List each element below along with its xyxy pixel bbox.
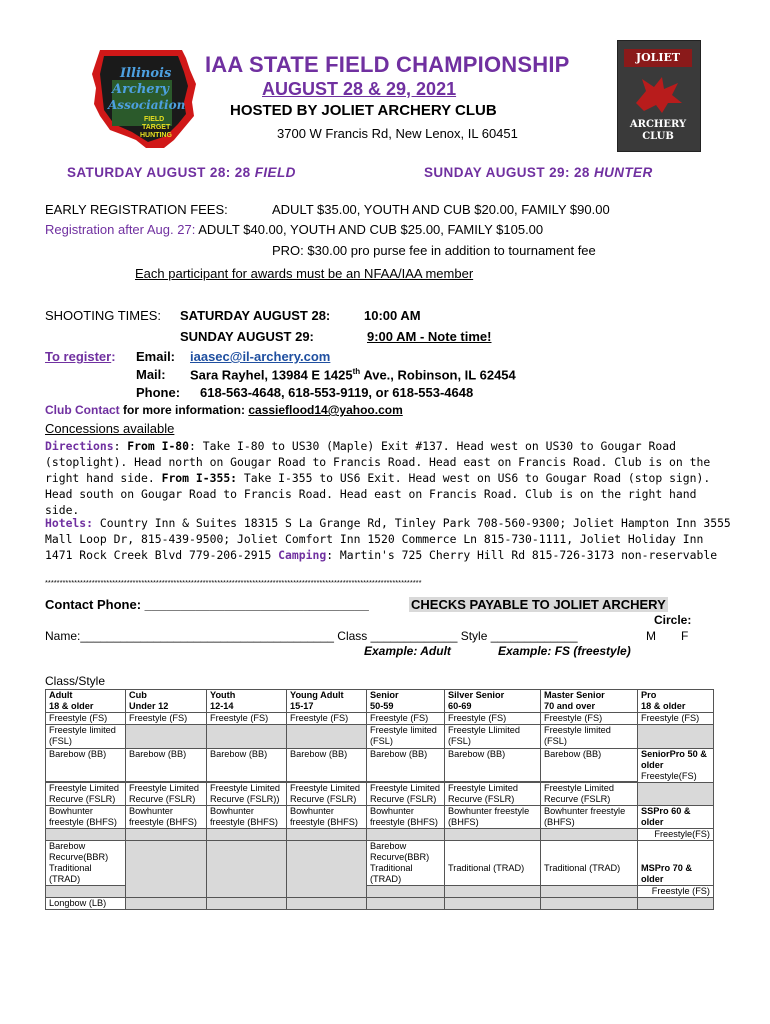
table-cell	[287, 898, 367, 910]
table-cell	[207, 829, 287, 841]
header-pro: Pro 18 & older	[638, 690, 714, 713]
logo-target-text: TARGET	[142, 124, 171, 131]
table-cell	[445, 886, 541, 898]
saturday-prefix: SATURDAY AUGUST 28: 28	[67, 165, 255, 180]
table-cell	[638, 898, 714, 910]
register-mail-label: Mail:	[136, 367, 166, 382]
table-row	[46, 806, 714, 829]
gender-f-option[interactable]: F	[681, 629, 689, 643]
logo-association-text: Association	[108, 98, 186, 112]
table-cell: Traditional (TRAD)	[541, 841, 638, 886]
table-row	[46, 829, 714, 841]
header-senior: Senior 50-59	[367, 690, 445, 713]
table-cell: Freestyle limited (FSL)	[541, 725, 638, 749]
table-cell: Bowhunter freestyle (BHFS)	[541, 806, 638, 829]
table-row	[46, 713, 714, 725]
event-address: 3700 W Francis Rd, New Lenox, IL 60451	[277, 126, 518, 141]
late-fees-value: ADULT $40.00, YOUTH AND CUB $25.00, FAMILY $105.00	[198, 222, 544, 237]
table-cell: Barebow (BB)	[445, 749, 541, 782]
hotels-label: Hotels:	[45, 516, 94, 530]
event-dates: AUGUST 28 & 29, 2021	[262, 79, 457, 99]
club-contact-email[interactable]: cassieflood14@yahoo.com	[248, 403, 403, 417]
table-cell: Barebow (BB)	[126, 749, 207, 782]
table-cell: Barebow (BB)	[46, 749, 126, 782]
header-youth: Youth 12-14	[207, 690, 287, 713]
mail-address-part1: Sara Rayhel, 13984 E 1425	[190, 367, 353, 383]
camping-text: : Martin's 725 Cherry Hill Rd 815-726-3173 non-reservable	[326, 548, 718, 562]
table-cell: Freestyle (FS)	[445, 713, 541, 725]
table-cell: Freestyle limited (FSL)	[367, 725, 445, 749]
joliet-archery-club-logo	[617, 40, 701, 152]
iaa-logo	[86, 44, 202, 152]
concessions-note: Concessions available	[45, 421, 175, 436]
table-cell: Bowhunter freestyle (BHFS)	[445, 806, 541, 829]
saturday-round: FIELD	[254, 165, 296, 180]
table-cell: Freestyle (FS)	[207, 713, 287, 725]
table-cell	[541, 886, 638, 898]
contact-phone-field[interactable]: Contact Phone: _______________________________	[45, 597, 369, 612]
club-contact-label: Club Contact	[45, 403, 120, 417]
header-silver-senior: Silver Senior 60-69	[445, 690, 541, 713]
table-row	[46, 783, 714, 806]
table-cell	[287, 829, 367, 841]
class-style-table	[45, 689, 714, 910]
table-cell	[638, 783, 714, 806]
table-cell	[46, 829, 126, 841]
table-cell: Freestyle (FS)	[287, 713, 367, 725]
table-cell	[367, 898, 445, 910]
logo-archery-text: Archery	[112, 82, 169, 97]
header-cub: Cub Under 12	[126, 690, 207, 713]
camping-label: Camping	[278, 548, 327, 562]
early-fees-label: EARLY REGISTRATION FEES:	[45, 202, 228, 217]
table-cell: Freestyle(FS)	[638, 829, 714, 841]
table-cell	[126, 898, 207, 910]
example-style: Example: FS (freestyle)	[498, 644, 631, 658]
logo-hunting-text: HUNTING	[140, 132, 172, 139]
register-mail-address	[190, 367, 516, 382]
table-cell: Freestyle Limited Recurve (FSLR)	[126, 783, 207, 806]
late-fees-label: Registration after Aug. 27:	[45, 222, 196, 237]
table-cell: Freestyle Limited Recurve (FSLR)	[287, 783, 367, 806]
logo-joliet-text: JOLIET	[624, 49, 692, 67]
directions-from-i355: From I-355:	[161, 471, 238, 485]
table-cell	[638, 725, 714, 749]
directions-from-i80: From I-80	[127, 439, 190, 453]
table-cell: Bowhunter freestyle (BHFS)	[367, 806, 445, 829]
table-header-row	[46, 690, 714, 713]
shooting-sat-label: SATURDAY AUGUST 28:	[180, 308, 331, 323]
table-cell: Freestyle (FS)	[126, 713, 207, 725]
table-row	[46, 725, 714, 749]
late-fees	[45, 222, 543, 237]
table-cell: Freestyle limited (FSL)	[46, 725, 126, 749]
table-cell	[541, 829, 638, 841]
asterisk-divider: *********************************************************************************************************************************	[45, 578, 422, 587]
table-cell	[445, 829, 541, 841]
dragon-icon	[632, 73, 686, 117]
directions-paragraph: Directions: From I-80: Take I-80 to US30 (Maple) Exit #137. Head west on US30 to Gougar Road (stoplight). Head north on Gougar Road to Francis Road. Head east on Francis Road. Club is on the right hand side. From I-355: Take I-355 to US6 Exit. Head west on US6 to Gougar Road (stop sign). Head south on Gougar Road to Francis Road. Head east on Francis Road. Club is on the right hand side.	[45, 439, 711, 517]
register-phone-label: Phone:	[136, 385, 181, 400]
logo-field-text: FIELD	[144, 116, 165, 123]
shooting-times-label: SHOOTING TIMES:	[45, 308, 162, 323]
table-cell: Freestyle (FS)	[541, 713, 638, 725]
table-cell: Freestyle Limited Recurve (FSLR))	[207, 783, 287, 806]
header-master-senior: Master Senior 70 and over	[541, 690, 638, 713]
table-cell	[445, 898, 541, 910]
sunday-schedule	[424, 165, 653, 180]
table-cell	[126, 841, 207, 898]
table-cell: Freestyle (FS)	[46, 713, 126, 725]
sunday-round: HUNTER	[593, 165, 653, 180]
table-cell	[207, 841, 287, 898]
club-contact	[45, 403, 403, 417]
table-cell: Longbow (LB)	[46, 898, 126, 910]
example-class: Example: Adult	[364, 644, 451, 658]
table-cell: Bowhunter freestyle (BHFS)	[46, 806, 126, 829]
table-row	[46, 841, 714, 886]
table-cell: SeniorPro 50 & older Freestyle(FS)	[638, 749, 714, 783]
register-phones: 618-563-4648, 618-553-9119, or 618-553-4648	[200, 385, 474, 400]
directions-label: Directions	[45, 439, 114, 453]
club-contact-text: for more information:	[119, 403, 249, 417]
mail-address-part2: Ave., Robinson, IL 62454	[360, 367, 516, 383]
table-cell: Traditional (TRAD)	[445, 841, 541, 886]
table-cell: Freestyle Limited Recurve (FSLR)	[46, 783, 126, 806]
gender-m-option[interactable]: M	[646, 629, 656, 643]
table-cell	[541, 898, 638, 910]
to-register-text: To register	[45, 349, 112, 364]
table-cell: Barebow (BB)	[367, 749, 445, 782]
table-cell: Barebow Recurve(BBR) Traditional (TRAD)	[367, 841, 445, 886]
table-cell: Barebow (BB)	[207, 749, 287, 782]
header-adult: Adult 18 & older	[46, 690, 126, 713]
table-cell: SSPro 60 & older	[638, 806, 714, 829]
table-cell: Barebow (BB)	[287, 749, 367, 782]
directions-i355-text: Take I-355 to US6 Exit. Head west on US6 to Gougar Road (stop sign). Head south on Gougar Road to Francis Road. Head east on Francis Road. Club is on the right hand side.	[45, 471, 711, 517]
membership-note: Each participant for awards must be an NFAA/IAA member	[135, 266, 474, 281]
table-row	[46, 749, 714, 782]
table-cell	[126, 725, 207, 749]
register-email-link[interactable]: iaasec@il-archery.com	[190, 349, 331, 364]
table-cell: Bowhunter freestyle (BHFS)	[207, 806, 287, 829]
table-cell	[207, 898, 287, 910]
table-cell	[46, 886, 126, 898]
table-row	[46, 898, 714, 910]
shooting-sun-time: 9:00 AM - Note time!	[367, 329, 492, 344]
class-style-label: Class/Style	[45, 674, 106, 688]
logo-archery-word: ARCHERY	[629, 119, 687, 130]
hotels-paragraph	[45, 515, 735, 563]
table-cell: Freestyle Limited Recurve (FSLR)	[367, 783, 445, 806]
register-email-label: Email:	[136, 349, 176, 364]
table-cell: Barebow (BB)	[541, 749, 638, 782]
name-class-style-line[interactable]: Name:______________________________________ Class _____________ Style _____________	[45, 629, 578, 643]
table-cell: Freestyle (FS)	[367, 713, 445, 725]
hotels-text: Country Inn & Suites 18315 S La Grange Rd, Tinley Park 708-560-9300; Joliet Hampton Inn 3555 Mall Loop Dr, 815-439-9500; Joliet Comfort Inn 1520 Commerce Ln 815-730-1111, Joliet Holiday Inn 1471 Rock Creek Blvd 779-206-2915	[45, 516, 731, 562]
sunday-prefix: SUNDAY AUGUST 29: 28	[424, 165, 594, 180]
early-fees-value: ADULT $35.00, YOUTH AND CUB $20.00, FAMILY $90.00	[272, 202, 610, 217]
table-cell	[287, 725, 367, 749]
mail-address-sup: th	[352, 367, 361, 376]
table-cell: Freestyle (FS)	[638, 886, 714, 898]
table-cell: Freestyle (FS)	[638, 713, 714, 725]
logo-illinois-text: Illinois	[120, 66, 172, 81]
checks-payable-note: CHECKS PAYABLE TO JOLIET ARCHERY	[411, 597, 666, 612]
table-cell	[367, 886, 445, 898]
table-cell: Freestyle Limited Recurve (FSLR)	[445, 783, 541, 806]
table-cell: Freestyle Limited Recurve (FSLR)	[541, 783, 638, 806]
header-young-adult: Young Adult 15-17	[287, 690, 367, 713]
saturday-schedule	[67, 165, 296, 180]
table-cell: Bowhunter freestyle (BHFS)	[126, 806, 207, 829]
logo-club-word: CLUB	[642, 131, 674, 142]
table-cell: MSPro 70 & older	[638, 841, 714, 886]
event-title: IAA STATE FIELD CHAMPIONSHIP	[205, 52, 570, 77]
table-cell: Barebow Recurve(BBR) Traditional (TRAD)	[46, 841, 126, 886]
table-cell: Bowhunter freestyle (BHFS)	[287, 806, 367, 829]
table-cell	[367, 829, 445, 841]
table-cell	[207, 725, 287, 749]
register-label: To register:	[45, 349, 116, 364]
table-cell	[126, 829, 207, 841]
shooting-sun-label: SUNDAY AUGUST 29:	[180, 329, 314, 344]
pro-fee: PRO: $30.00 pro purse fee in addition to tournament fee	[272, 243, 596, 258]
table-cell	[287, 841, 367, 898]
directions-i80-text: : Take I-80 to US30 (Maple) Exit #137. Head west on US30 to Gougar Road (stoplight). Head north on Gougar Road to Francis Road. Head east on Francis Road. Club is on the right hand side.	[45, 439, 711, 485]
shooting-sat-time: 10:00 AM	[364, 308, 421, 323]
event-host: HOSTED BY JOLIET ARCHERY CLUB	[230, 102, 497, 119]
circle-label: Circle:	[654, 613, 692, 627]
table-cell: Freestyle Llimited (FSL)	[445, 725, 541, 749]
